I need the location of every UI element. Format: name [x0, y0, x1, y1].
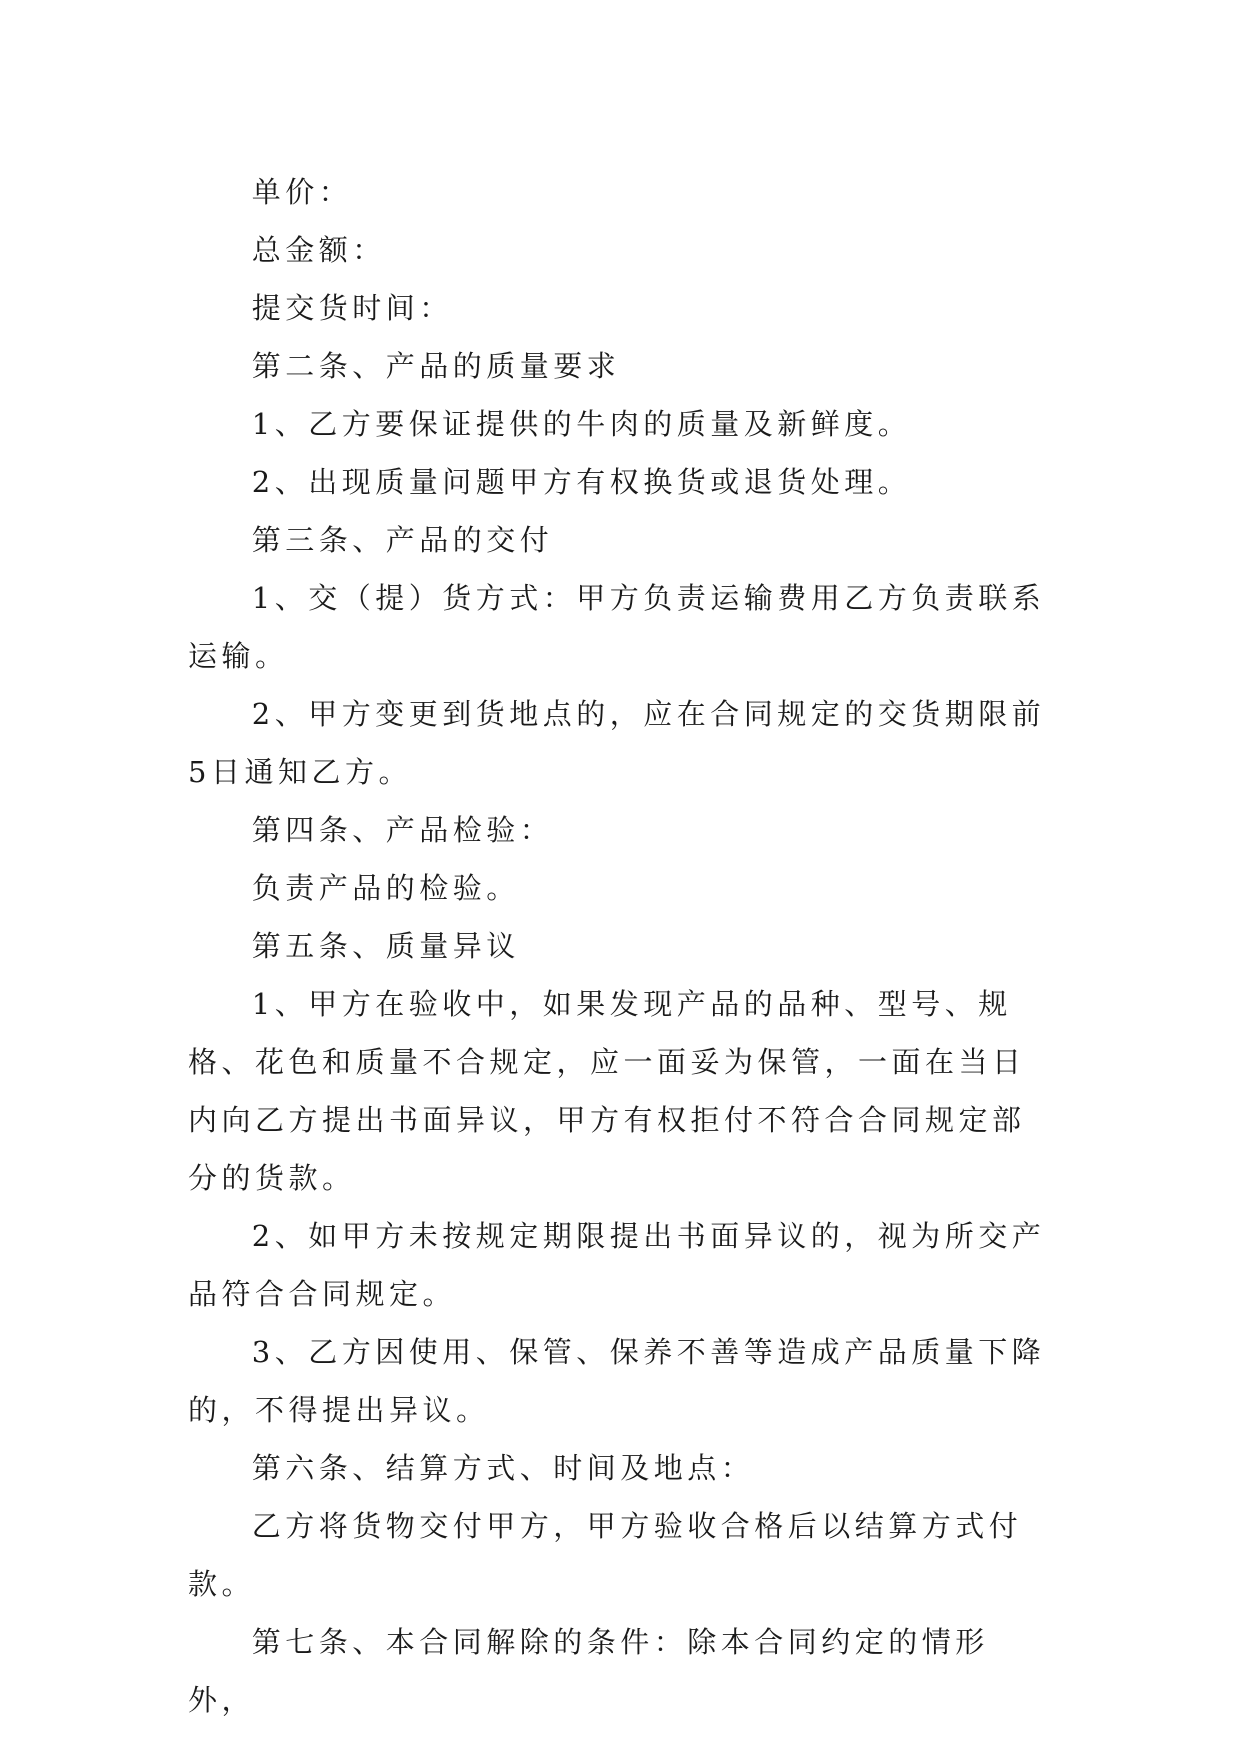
paragraph-delivery-time: 提交货时间： [251, 291, 453, 325]
article-7-heading: 第七条、本合同解除的条件：除本合同约定的情形外， [188, 1625, 989, 1717]
article-2-heading: 第二条、产品的质量要求 [251, 349, 621, 383]
article-3-item-1: 1、交（提）货方式：甲方负责运输费用乙方负责联系运输。 [188, 581, 1046, 673]
article-5-item-1: 1、甲方在验收中，如果发现产品的品种、型号、规格、花色和质量不合规定，应一面妥为保管，一面在当日内向乙方提出书面异议，甲方有权拒付不符合合同规定部分的货款。 [188, 987, 1026, 1195]
article-4-body: 负责产品的检验。 [251, 871, 520, 905]
article-6-heading: 第六条、结算方式、时间及地点： [251, 1451, 755, 1485]
article-5-item-3: 3、乙方因使用、保管、保养不善等造成产品质量下降的，不得提出异议。 [188, 1335, 1046, 1427]
article-4-heading: 第四条、产品检验： [251, 813, 554, 847]
article-2-item-2: 2、出现质量问题甲方有权换货或退货处理。 [251, 465, 912, 499]
article-5-heading: 第五条、质量异议 [251, 929, 520, 963]
article-3-heading: 第三条、产品的交付 [251, 523, 554, 557]
article-6-body: 乙方将货物交付甲方，甲方验收合格后以结算方式付款。 [188, 1509, 1023, 1601]
paragraph-unit-price: 单价： [251, 175, 353, 209]
document-body [188, 163, 1053, 1729]
article-2-item-1: 1、乙方要保证提供的牛肉的质量及新鲜度。 [251, 407, 912, 441]
paragraph-total-amount: 总金额： [251, 233, 386, 267]
article-5-item-2: 2、如甲方未按规定期限提出书面异议的，视为所交产品符合合同规定。 [188, 1219, 1046, 1311]
article-3-item-2: 2、甲方变更到货地点的，应在合同规定的交货期限前5日通知乙方。 [188, 697, 1046, 789]
